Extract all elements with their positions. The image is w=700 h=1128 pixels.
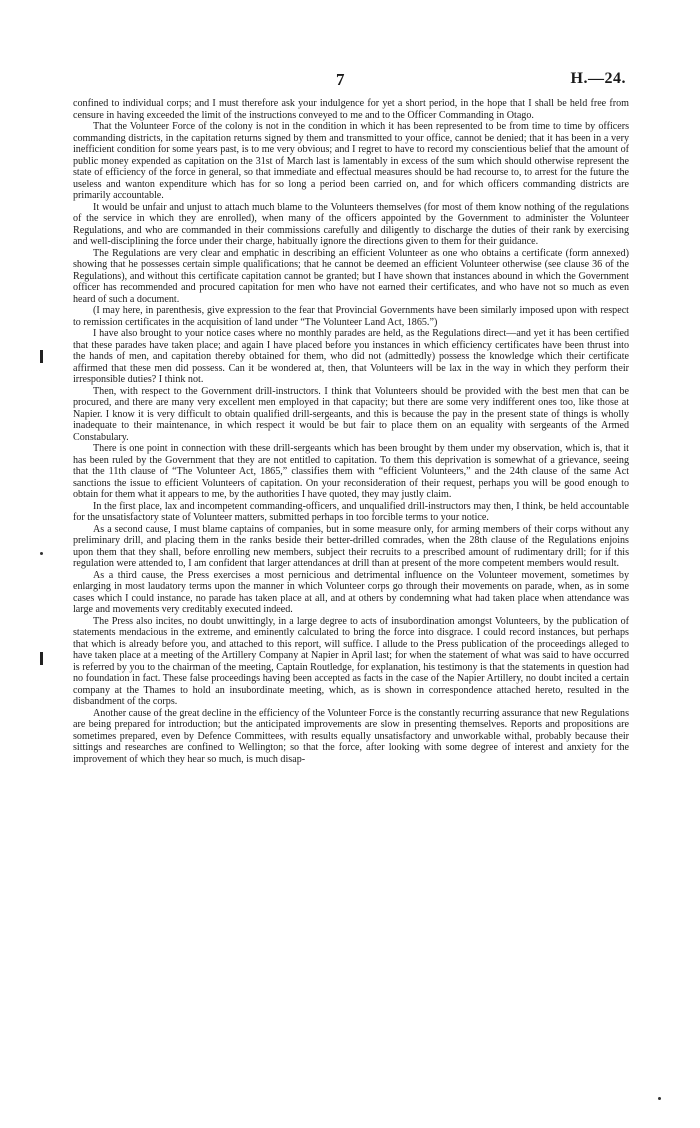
paragraph: That the Volunteer Force of the colony is not in the condition in which it has been represented to be from time to time by officers commanding districts, in the capitation returns signed by them and transmitted to your office, cannot be denied; that it has been in a very inefficient condition for some years past, is to me very obvious; and I regret to have to record my conscientious belief that the amount of public money expended as capitation on the 31st of March last is lamentably in excess of the sum which should otherwise represent the state of efficiency of the force in general, so that immediate and effectual measures should be had recourse to, to arrest for the future the useless and wanton expenditure which has for so long a period been carried on, and for which officers commanding districts are primarily accountable. bbox=[73, 121, 629, 201]
paragraph: In the first place, lax and incompetent commanding-officers, and unqualified drill-instructors may then, I think, be held accountable for the unsatisfactory state of Volunteer matters, submitted perhaps in too forcible terms to your notice. bbox=[73, 500, 629, 523]
paragraph: The Press also incites, no doubt unwittingly, in a large degree to acts of insubordination amongst Volunteers, by the publication of statements mendacious in the extreme, and eminently calculated to bring the force into disgrace. I could record instances, but perhaps that which is already before you, and attached to this report, will suffice. I allude to the Press publication of the proceedings alleged to have taken place at a meeting of the Artillery Company at Napier in April last; for when the statement of what was said to have occurred is referred by you to the chairman of the meeting, Captain Routledge, for explanation, his testimony is that the statements in question had no foundation in fact. These false proceedings having been accepted as facts in the case of the Napier Artillery, no doubt incited a certain company at the Thames to hold an insubordinate meeting, which, as is shown in correspondence attached hereto, resulted in the disbandment of the corps. bbox=[73, 615, 629, 707]
paragraph: confined to individual corps; and I must therefore ask your indulgence for yet a short period, in the hope that I shall be held free from censure in having exceeded the limit of the instructions conveyed to me and to the Officer Commanding in Otago. bbox=[73, 98, 629, 121]
paragraph: The Regulations are very clear and emphatic in describing an efficient Volunteer as one who obtains a certificate (form annexed) showing that he possesses certain simple qualifications; that he cannot be deemed an efficient Volunteer otherwise (see clause 36 of the Regulations), and without this certificate capitation cannot be granted; but I have shown that instances abound in which the Government officer has recommended and procured capitation for men who have not earned their certificates, and who have not so much as even heard of such a document. bbox=[73, 247, 629, 305]
report-body bbox=[73, 98, 629, 765]
paragraph: Then, with respect to the Government drill-instructors. I think that Volunteers should be provided with the best men that can be procured, and there are many very excellent men employed in that capacity; but there are some very indifferent ones too, like those at Napier. I know it is very difficult to obtain qualified drill-sergeants, and this is because the pay in the present state of things is wholly inadequate to their maintenance, in which respect it would be but fair to place them on an equality with sergeants of the Armed Constabulary. bbox=[73, 385, 629, 443]
paragraph: (I may here, in parenthesis, give expression to the fear that Provincial Governments have been similarly imposed upon with respect to remission certificates in the acquisition of land under “The Volunteer Land Act, 1865.”) bbox=[73, 305, 629, 328]
document-reference: H.—24. bbox=[570, 70, 626, 87]
paragraph: As a third cause, the Press exercises a most pernicious and detrimental influence on the Volunteer movement, sometimes by enlarging in most laudatory terms upon the manner in which Volunteer corps go through their movements on parade, when, as in some cases which I could instance, no parade has taken place at all, and at others by condemning what had taken place when attendance was large and movements very creditably executed indeed. bbox=[73, 569, 629, 615]
page-number: 7 bbox=[336, 70, 345, 89]
paragraph: I have also brought to your notice cases where no monthly parades are held, as the Regulations direct—and yet it has been certified that these parades have taken place; and again I have placed before you instances in which efficiency certificates have been thrust into the hands of men, and capitation thereby obtained for them, who did not (admittedly) possess the knowledge which their certificate affirmed that these men did possess. Can it be wondered at, then, that Volunteers will be lax in the way in which they perform their irresponsible duties? I think not. bbox=[73, 328, 629, 385]
paragraph: As a second cause, I must blame captains of companies, but in some measure only, for arming members of their corps without any preliminary drill, and placing them in the ranks beside their better-drilled comrades, when the 28th clause of the Regulations enjoins upon them that they shall, before enrolling new members, subject their recruits to a prescribed amount of rudimentary drill; for if this regulation were attended to, I am confident that larger attendances at drill than at present of the more competent members would result. bbox=[73, 523, 629, 569]
paragraph: Another cause of the great decline in the efficiency of the Volunteer Force is the constantly recurring assurance that new Regulations are being prepared for introduction; but the anticipated improvements are slow in presenting themselves. Reports and propositions are sometimes prepared, even by Defence Committees, with results equally unsatisfactory and unworkable withal, probably because their sittings and researches are confined to Wellington; so that the force, after looking with some degree of interest and anxiety for the improvement of which they hear so much, is much disap- bbox=[73, 707, 629, 765]
paragraph: It would be unfair and unjust to attach much blame to the Volunteers themselves (for most of them know nothing of the regulations of the service in which they are enrolled), when many of the officers appointed by the Government to administer the Volunteer Regulations, and who are commanded in their commissions carefully and diligently to discharge the duties of their rank by exercising and well-disciplining the force under their charge, habitually ignore the directions given to them for their guidance. bbox=[73, 201, 629, 247]
margin-mark bbox=[40, 350, 43, 363]
page-header bbox=[0, 70, 700, 90]
paragraph: There is one point in connection with these drill-sergeants which has been brought by them under my observation, which is, that it has been ruled by the Government that they are not entitled to capitation. To them this deprivation is somewhat of a grievance, seeing that the 11th clause of “The Volunteer Act, 1865,” classifies them with “efficient Volunteers,” and the 24th clause of the same Act sanctions the issue to efficient Volunteers of capitation. On your reconsideration of their request, perhaps you will be good enough to obtain for them what it appears to me, by the authorities I have quoted, they may justly claim. bbox=[73, 443, 629, 500]
margin-dot bbox=[658, 1097, 661, 1100]
margin-mark bbox=[40, 652, 43, 665]
margin-dot bbox=[40, 552, 43, 555]
